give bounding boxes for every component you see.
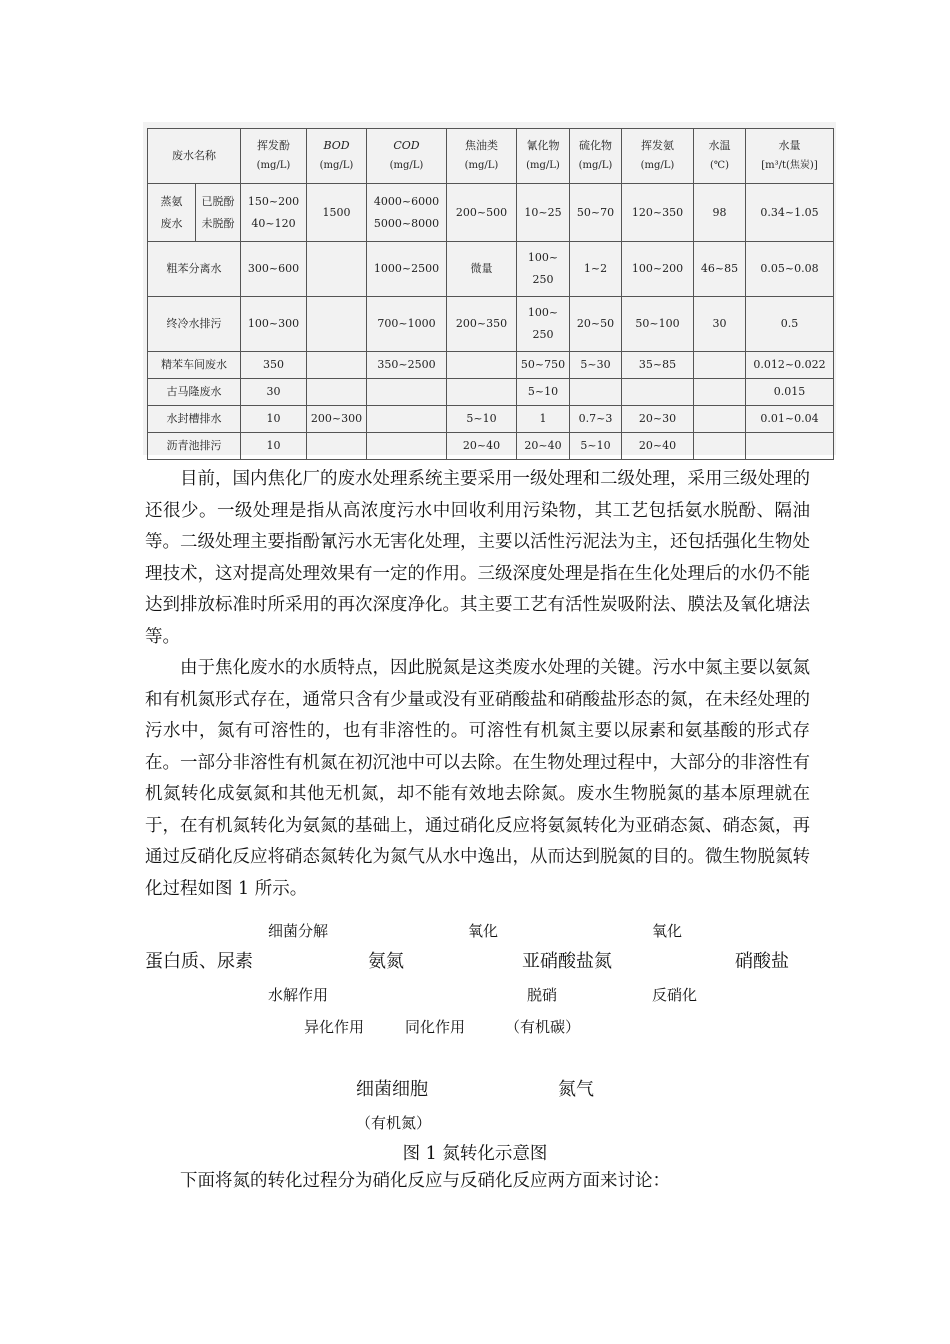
cell-ammonia: 100~200 (622, 242, 694, 297)
cell-phenol: 300~600 (241, 242, 307, 297)
cell-temp: 98 (694, 184, 746, 242)
cell-name: 沥青池排污 (148, 433, 241, 460)
node-bacterial-cells: 细菌细胞 (356, 1079, 428, 1100)
cell-tar: 微量 (447, 242, 517, 297)
cell-ammonia: 35~85 (622, 352, 694, 379)
paragraph-treatment-levels: 目前，国内焦化厂的废水处理系统主要采用一级处理和二级处理，采用三级处理的还很少。一级处理是指从高浓度污水中回收利用污染物，其工艺包括氨水脱酚、隔油等。二级处理主要指酚氰污水无害化处理，主要以活性污泥法为主，还包括强化生物处理技术，这对提高处理效果有一定的作用。三级深度处理是指在生化处理后的水仍不能达到排放标准时所采用的再次深度净化。其主要工艺有活性炭吸附法、膜法及氧化塘法等。 (145, 469, 810, 647)
cell-volume: 0.05~0.08 (746, 242, 834, 297)
cell-tar: 200~350 (447, 297, 517, 352)
cell-cyanide: 1 (517, 406, 570, 433)
cell-cod: 350~2500 (367, 352, 447, 379)
paragraph-denitrification: 由于焦化废水的水质特点，因此脱氮是这类废水处理的关键。污水中氮主要以氨氮和有机氮形式存在，通常只含有少量或没有亚硝酸盐和硝酸盐形态的氮，在未经处理的污水中，氮有可溶性的，也有非溶性的。可溶性有机氮主要以尿素和氨基酸的形式存在。一部分非溶性有机氮在初沉池中可以去除。在生物处理过程中，大部分的非溶性有机氮转化成氨氮和其他无机氮，却不能有效地去除氮。废水生物脱氮的基本原理就在于，在有机氮转化为氨氮的基础上，通过硝化反应将氨氮转化为亚硝态氮、硝态氮，再通过反硝化反应将硝态氮转化为氮气从水中逸出，从而达到脱氮的目的。微生物脱氮转化过程如图 1 所示。 (145, 658, 810, 899)
cell-phenol: 10 (241, 406, 307, 433)
node-nitrate: 硝酸盐 (735, 951, 789, 972)
header-ammonia (622, 129, 694, 184)
cell-ammonia: 50~100 (622, 297, 694, 352)
label-denitrification: 脱硝 (527, 986, 558, 1004)
header-unit: (mg/L) (578, 160, 613, 171)
header-cod (367, 129, 447, 184)
cell-temp (694, 352, 746, 379)
cell-name: 终冷水排污 (148, 297, 241, 352)
header-unit: (mg/L) (256, 160, 291, 171)
cell-phenol: 10 (241, 433, 307, 460)
cell-line: 已脱酚 (201, 194, 235, 208)
header-label: 挥发氨 (641, 139, 674, 152)
cell-temp (694, 433, 746, 460)
header-label: 水温 (708, 139, 731, 152)
cell-line: 废水 (160, 216, 183, 230)
cell-name: 精苯车间废水 (148, 352, 241, 379)
cell-volume (746, 433, 834, 460)
cell-volume: 0.015 (746, 379, 834, 406)
cell-cod: 1000~2500 (367, 242, 447, 297)
cell-bod: 200~300 (307, 406, 367, 433)
cell-phenol: 30 (241, 379, 307, 406)
label-bacterial-decomposition: 细菌分解 (268, 922, 329, 940)
header-label: 硫化物 (579, 139, 612, 152)
cell-volume: 0.01~0.04 (746, 406, 834, 433)
header-temp (694, 129, 746, 184)
cell-line: 250 (532, 273, 554, 286)
label-denitrify: 反硝化 (652, 986, 698, 1004)
cell-phenol: 100~300 (241, 297, 307, 352)
cell-phenol: 350 (241, 352, 307, 379)
cell-sulfide (570, 379, 622, 406)
header-label: 挥发酚 (257, 139, 290, 152)
header-unit: (mg/L) (389, 160, 424, 171)
label-hydrolysis: 水解作用 (268, 986, 329, 1004)
label-dissimilation: 异化作用 (304, 1018, 365, 1036)
header-unit: (mg/L) (464, 160, 499, 171)
header-sulfide (570, 129, 622, 184)
cell-sulfide: 5~30 (570, 352, 622, 379)
cell-line: 40~120 (251, 216, 296, 230)
cell-name: 水封槽排水 (148, 406, 241, 433)
cell-tar (447, 379, 517, 406)
cell-line: 4000~6000 (373, 194, 440, 208)
cell-cyanide: 5~10 (517, 379, 570, 406)
cell-sulfide: 50~70 (570, 184, 622, 242)
row-group-name (148, 184, 196, 242)
label-organic-carbon: （有机碳） (505, 1018, 581, 1036)
figure-caption: 图 1 氮转化示意图 (402, 1144, 548, 1164)
cell-sulfide: 0.7~3 (570, 406, 622, 433)
header-tar (447, 129, 517, 184)
cell-phenol (241, 184, 307, 242)
cell-bod: 1500 (307, 184, 367, 242)
row-sub-names (196, 184, 241, 242)
cell-cod (367, 184, 447, 242)
cell-cyanide: 20~40 (517, 433, 570, 460)
table-row (148, 297, 834, 352)
cell-temp (694, 379, 746, 406)
cell-tar: 200~500 (447, 184, 517, 242)
header-unit: (mg/L) (526, 160, 560, 171)
cell-cod (367, 379, 447, 406)
cell-bod (307, 242, 367, 297)
cell-cyanide (517, 297, 570, 352)
cell-ammonia: 20~30 (622, 406, 694, 433)
cell-sulfide: 1~2 (570, 242, 622, 297)
cell-cod: 700~1000 (367, 297, 447, 352)
header-label: 氰化物 (526, 139, 560, 152)
header-label: BOD (323, 139, 350, 152)
header-name: 废水名称 (148, 129, 241, 184)
cell-line: 蒸氨 (160, 194, 183, 208)
cell-line: 150~200 (247, 194, 300, 208)
cell-name: 古马隆废水 (148, 379, 241, 406)
cell-temp: 30 (694, 297, 746, 352)
label-assimilation: 同化作用 (405, 1018, 466, 1036)
node-ammonia-nitrogen: 氨氮 (368, 951, 404, 972)
table-row (148, 352, 834, 379)
cell-cyanide: 10~25 (517, 184, 570, 242)
cell-temp (694, 406, 746, 433)
header-unit: [m³/t(焦炭)] (761, 160, 818, 171)
header-unit: (mg/L) (319, 160, 354, 171)
cell-ammonia: 20~40 (622, 433, 694, 460)
cell-tar: 5~10 (447, 406, 517, 433)
cell-sulfide: 20~50 (570, 297, 622, 352)
table-row (148, 242, 834, 297)
cell-cyanide (517, 242, 570, 297)
cell-cyanide: 50~750 (517, 352, 570, 379)
header-phenol (241, 129, 307, 184)
cell-line: 100~ (527, 306, 559, 319)
table-row (148, 379, 834, 406)
cell-bod (307, 433, 367, 460)
cell-sulfide: 5~10 (570, 433, 622, 460)
cell-line: 未脱酚 (201, 216, 235, 230)
cell-ammonia (622, 379, 694, 406)
cell-tar (447, 352, 517, 379)
table-row (148, 184, 834, 242)
cell-bod (307, 297, 367, 352)
table-header-row (148, 129, 834, 184)
header-cyanide (517, 129, 570, 184)
cell-volume: 0.5 (746, 297, 834, 352)
header-bod (307, 129, 367, 184)
cell-tar: 20~40 (447, 433, 517, 460)
label-oxidation-1: 氧化 (468, 922, 499, 940)
cell-bod (307, 352, 367, 379)
cell-ammonia: 120~350 (622, 184, 694, 242)
table-grid (147, 128, 834, 460)
cell-bod (307, 379, 367, 406)
header-volume (746, 129, 834, 184)
node-nitrogen-gas: 氮气 (558, 1079, 594, 1100)
table-row (148, 406, 834, 433)
header-unit: (mg/L) (640, 160, 675, 171)
cell-cod (367, 406, 447, 433)
paragraph-discussion-intro: 下面将氮的转化过程分为硝化反应与反硝化反应两方面来讨论： (180, 1171, 670, 1191)
node-protein-urea: 蛋白质、尿素 (145, 951, 253, 972)
node-nitrite-nitrogen: 亚硝酸盐氮 (522, 951, 612, 972)
cell-cod (367, 433, 447, 460)
cell-name: 粗苯分离水 (148, 242, 241, 297)
cell-line: 250 (532, 328, 554, 341)
label-organic-nitrogen: （有机氮） (356, 1114, 432, 1132)
header-unit: (℃) (710, 160, 729, 171)
header-label: 水量 (778, 139, 801, 152)
table-row (148, 433, 834, 460)
cell-line: 5000~8000 (373, 216, 440, 230)
wastewater-quality-table (143, 122, 836, 455)
cell-volume: 0.012~0.022 (746, 352, 834, 379)
header-label: COD (393, 139, 420, 152)
label-oxidation-2: 氧化 (652, 922, 683, 940)
header-label: 焦油类 (465, 139, 498, 152)
cell-volume: 0.34~1.05 (746, 184, 834, 242)
cell-line: 100~ (527, 251, 559, 264)
cell-temp: 46~85 (694, 242, 746, 297)
